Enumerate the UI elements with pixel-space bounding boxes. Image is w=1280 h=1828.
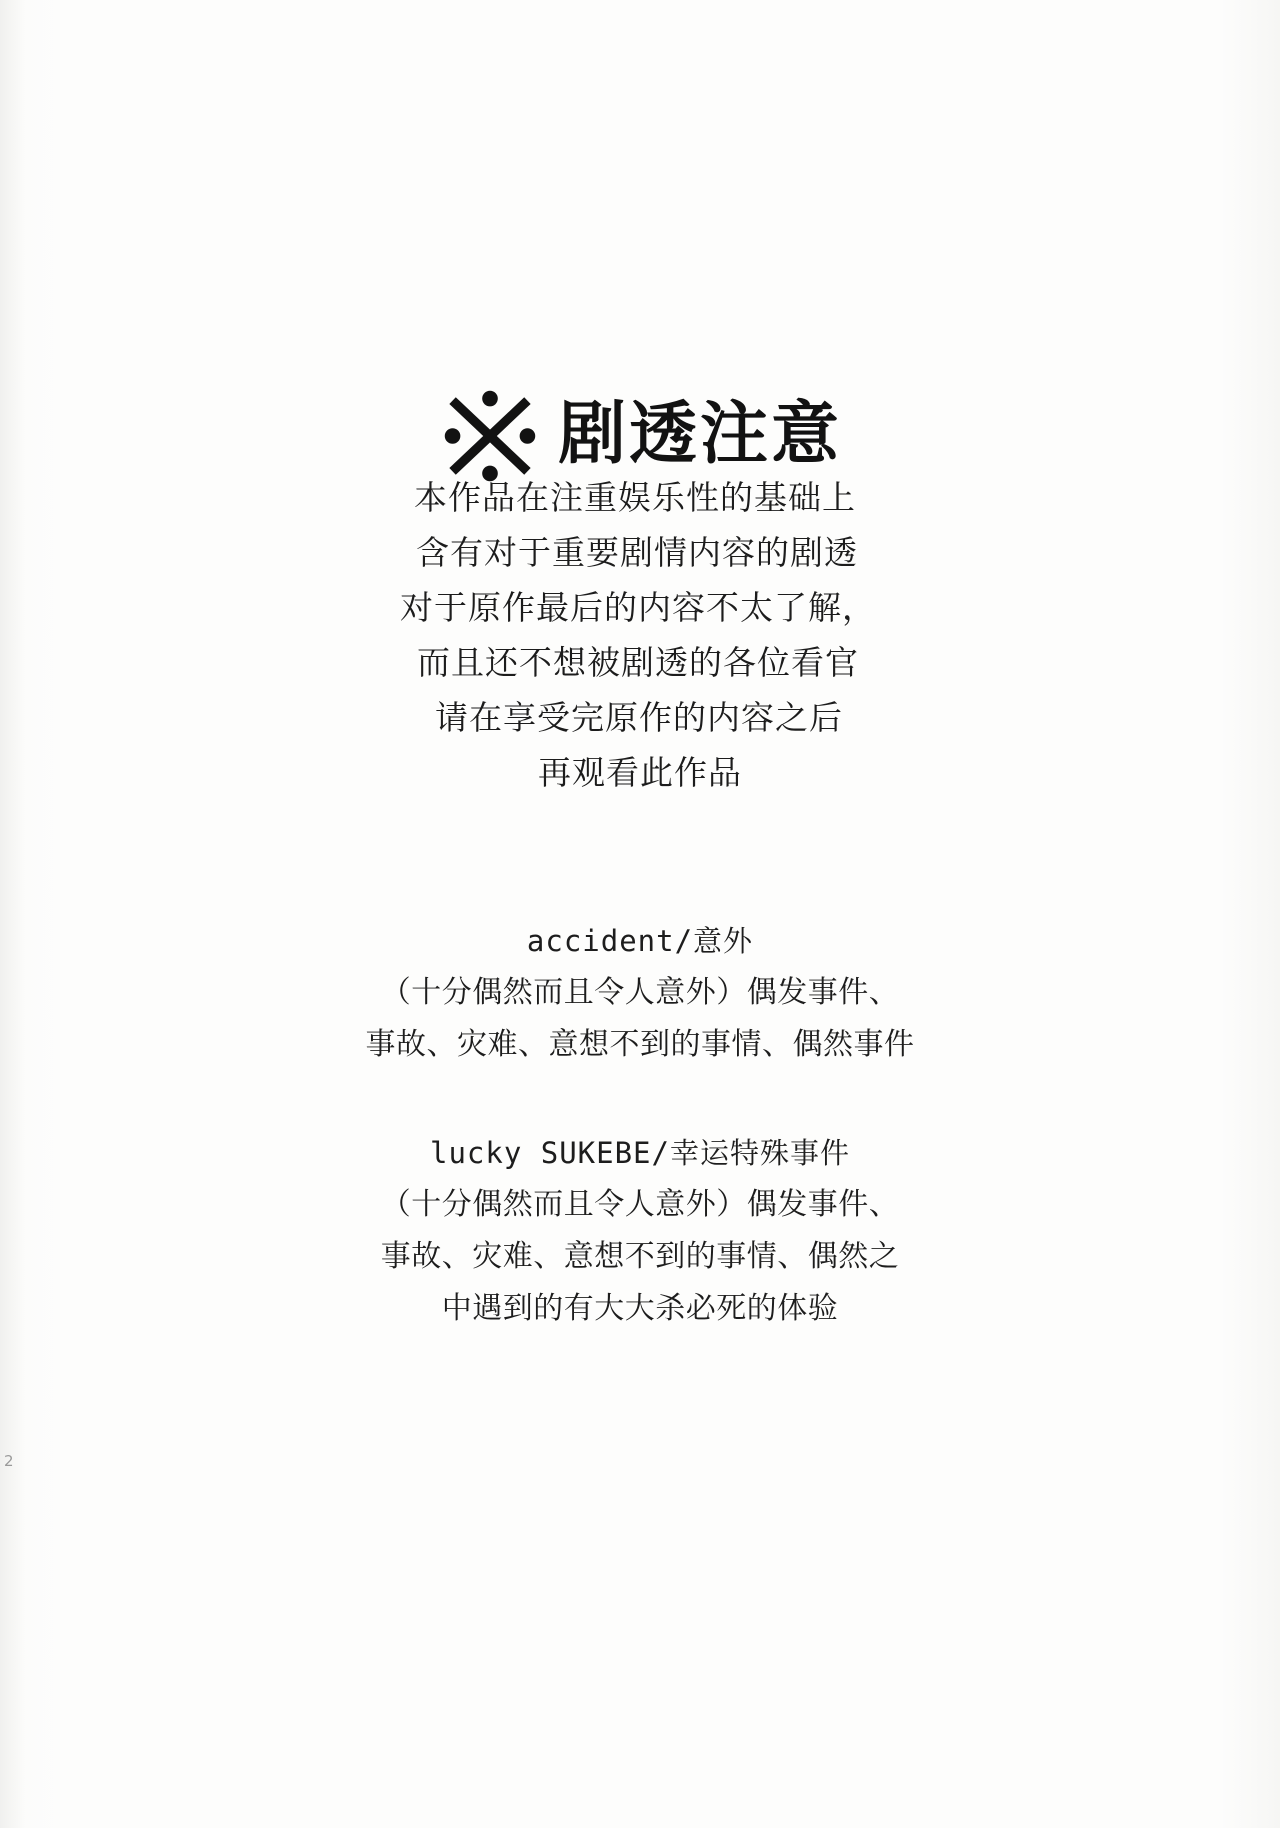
glossary-definition-line: 中遇到的有大大杀必死的体验 — [441, 1291, 839, 1326]
glossary-section — [0, 915, 1280, 1335]
glossary-definition-line: （十分偶然而且令人意外）偶发事件、 — [380, 975, 900, 1010]
glossary-entry — [0, 915, 1280, 1071]
glossary-definition-line: 事故、灾难、意想不到的事情、偶然事件 — [365, 1027, 915, 1062]
glossary-term: accident/意外 — [526, 924, 754, 958]
notice-line: 含有对于重要剧情内容的剧透 — [416, 533, 858, 572]
glossary-entry — [0, 1127, 1280, 1335]
glossary-definition — [0, 1179, 1280, 1335]
notice-line: 请在享受完原作的内容之后 — [435, 698, 843, 737]
spoiler-notice-paragraph — [0, 470, 1280, 800]
notice-line: 再观看此作品 — [538, 753, 742, 792]
glossary-term: lucky SUKEBE/幸运特殊事件 — [430, 1136, 850, 1170]
page-number: 2 — [4, 1452, 14, 1470]
glossary-definition-line: （十分偶然而且令人意外）偶发事件、 — [380, 1187, 900, 1222]
glossary-definition — [0, 967, 1280, 1071]
notice-line: 本作品在注重娱乐性的基础上 — [414, 478, 856, 517]
headline-title: 剧透注意 — [557, 395, 842, 474]
notice-line: 对于原作最后的内容不太了解， — [400, 588, 876, 627]
glossary-definition-line: 事故、灾难、意想不到的事情、偶然之 — [380, 1239, 900, 1274]
notice-line: 而且还不想被剧透的各位看官 — [417, 643, 859, 682]
